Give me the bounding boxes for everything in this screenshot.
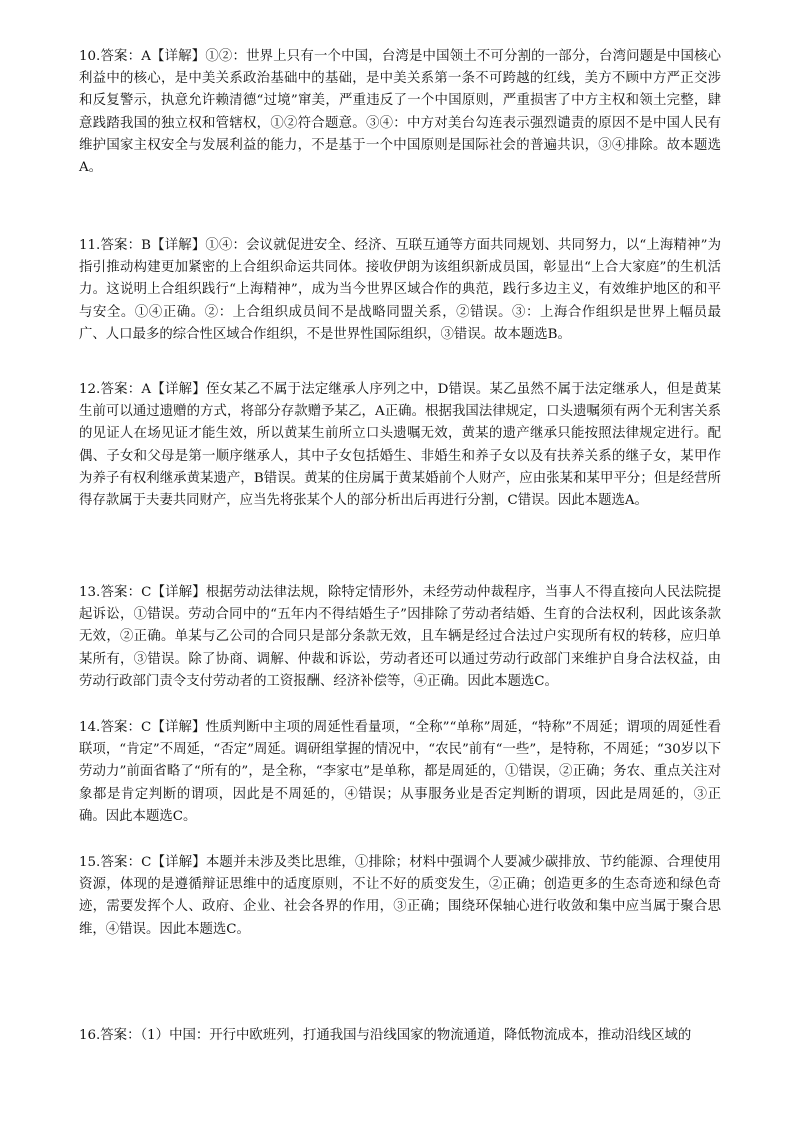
answer-12: 12.答案：A【详解】侄女某乙不属于法定继承人序列之中，D错误。某乙虽然不属于法定继承人，但是黄某生前可以通过遗赠的方式，将部分存款赠予某乙，A正确。根据我国法律规定，口头遗嘱须有两个无利害关系的见证人在场见证才能生效，所以黄某生前所立口头遗嘱无效，黄某的遗产继承只能按照法律规定进行。配偶、子女和父母是第一顺序继承人，其中子女包括婚生、非婚生和养子女以及有扶养关系的继子女，某甲作为养子有权利继承黄某遗产，B错误。黄某的住房属于黄某婚前个人财产，应由张某和某甲平分；但是经营所得存款属于夫妻共同财产，应当先将张某个人的部分析出后再进行分割，C错误。因此本题选A。 <box>79 382 721 509</box>
answer-10: 10.答案：A【详解】①②：世界上只有一个中国，台湾是中国领土不可分割的一部分，台湾问题是中国核心利益中的核心，是中美关系政治基础中的基础，是中美关系第一条不可跨越的红线，美方不顾中方严正交涉和反复警示，执意允许赖清德“过境”窜美，严重违反了一个中国原则，严重损害了中方主权和领土完整，肆意践踏我国的独立权和管辖权，①②符合题意。③④：中方对美台勾连表示强烈谴责的原因不是中国人民有维护国家主权安全与发展利益的能力，不是基于一个中国原则是国际社会的普遍共识，③④排除。故本题选A。 <box>79 49 721 176</box>
answer-11: 11.答案：B【详解】①④：会议就促进安全、经济、互联互通等方面共同规划、共同努力，以“上海精神”为指引推动构建更加紧密的上合组织命运共同体。接收伊朗为该组织新成员国，彰显出“上合大家庭”的生机活力。这说明上合组织践行“上海精神”，成为当今世界区域合作的典范，践行多边主义，有效维护地区的和平与安全。①④正确。②：上合组织成员间不是战略同盟关系，②错误。③：上海合作组织是世界上幅员最广、人口最多的综合性区域合作组织，不是世界性国际组织，③错误。故本题选B。 <box>79 238 721 342</box>
answer-14: 14.答案：C【详解】性质判断中主项的周延性看量项，“全称”“单称”周延，“特称”不周延；谓项的周延性看联项，“肯定”不周延，“否定”周延。调研组掌握的情况中，“农民”前有“一些”，是特称，不周延；“30岁以下劳动力”前面省略了“所有的”，是全称，“李家屯”是单称，都是周延的，①错误，②正确；务农、重点关注对象都是肯定判断的谓项，因此是不周延的，④错误；从事服务业是否定判断的谓项，因此是周延的，③正确。因此本题选C。 <box>79 720 721 824</box>
answer-13: 13.答案：C【详解】根据劳动法律法规，除特定情形外，未经劳动仲裁程序，当事人不得直接向人民法院提起诉讼，①错误。劳动合同中的“五年内不得结婚生子”因排除了劳动者结婚、生育的合法权利，因此该条款无效，②正确。单某与乙公司的合同只是部分条款无效，且车辆是经过合法过户实现所有权的转移，应归单某所有，③错误。除了协商、调解、仲裁和诉讼，劳动者还可以通过劳动行政部门来维护自身合法权益，由劳动行政部门责令支付劳动者的工资报酬、经济补偿等，④正确。因此本题选C。 <box>79 585 721 689</box>
answer-16: 16.答案：（1）中国：开行中欧班列，打通我国与沿线国家的物流通道，降低物流成本，推动沿线区域的 <box>79 1028 692 1043</box>
answer-15: 15.答案：C【详解】本题并未涉及类比思维，①排除；材料中强调个人要减少碳排放、节约能源、合理使用资源，体现的是遵循辩证思维中的适度原则，不让不好的质变发生，②正确；创造更多的生态奇迹和绿色奇迹，需要发挥个人、政府、企业、社会各界的作用，③正确；围绕环保轴心进行收敛和集中应当属于聚合思维，④错误。因此本题选C。 <box>79 855 721 937</box>
